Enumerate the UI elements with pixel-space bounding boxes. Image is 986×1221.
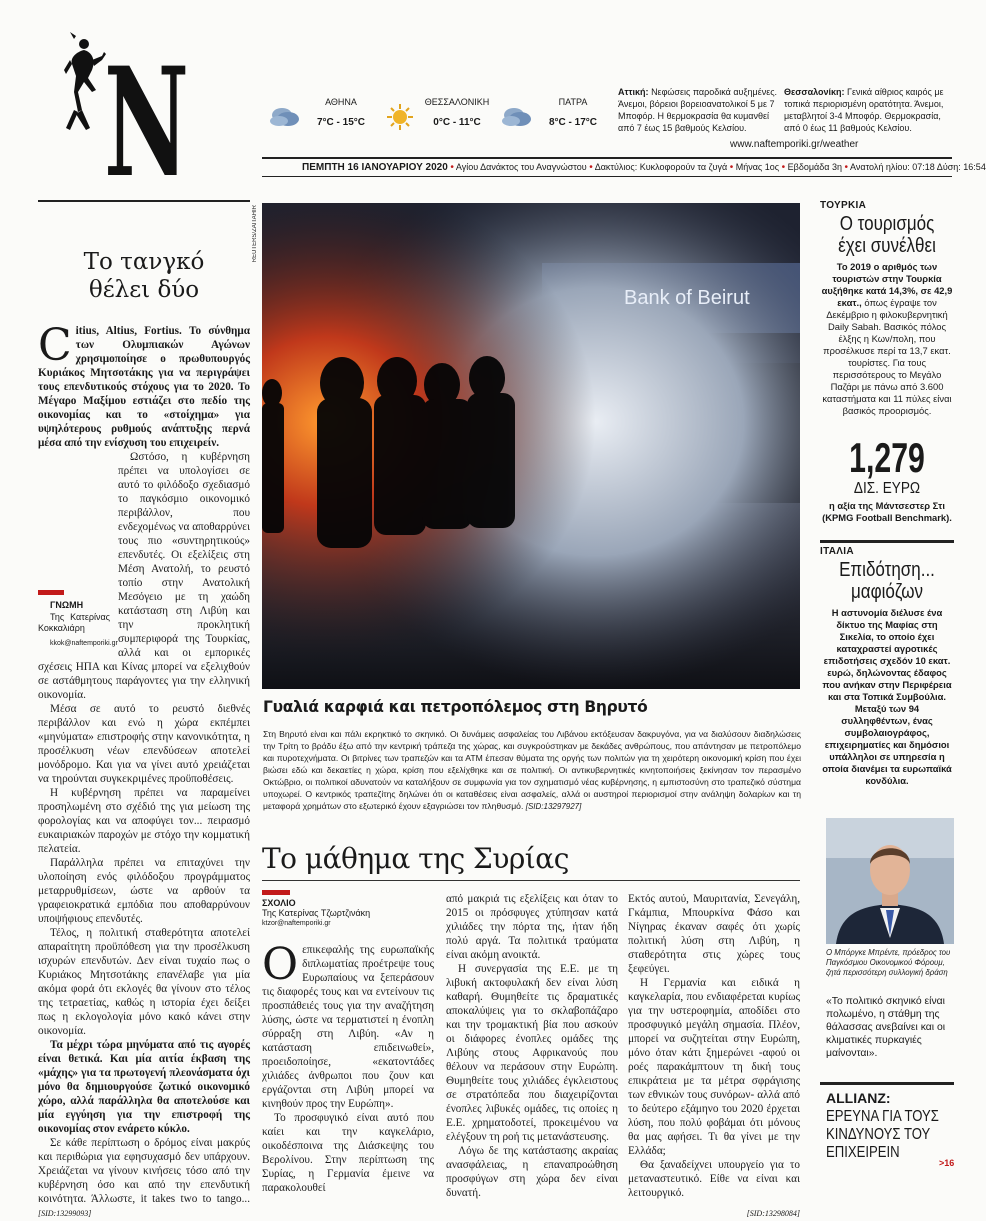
opinion-p7: Τα μέχρι τώρα μηνύματα από τις αγορές είναι θετικά. Και μία αιτία έκβαση της «μάχης» για τα πρωτογενή πλεονάσματα όχι μόνο θα δημιουργούσε ζωτικό οικονομικό χώρο, αλλά παράλληλα θα αποτελούσε και μία εγγύηση για την επιστροφή της οικονομίας στον ενάρετο κύκλο.	[38, 1039, 250, 1135]
syria-col-1	[262, 890, 434, 1195]
syria-p3b: Η Γερμανία και ειδικά η καγκελαρία, που ενδιαφέρεται κυρίως για την υστεροφημία, αποδίδει στο προσφυγικό μεγάλη σημασία. Πλέον, μπορεί να συζητείται στην Ευρώπη, μόνο όταν κάτι ξημερώνει -αφού οι ροές παρακάμπτουν τη δική τους επικράτεια με τα μέτρα σφράγισης των εθνικών τους συνόρων- αλλά από το δεύτερο εξάμηνο του 2020 έρχεται λύση, που πολύ φοβάμαι ότι μόνους θα μας αφήσει. Τι θα γίνει με την Ελλάδα;	[628, 977, 800, 1157]
opinion-title-line1: Το τανγκό	[83, 249, 205, 275]
opinion-p4: Η κυβέρνηση πρέπει να παραμείνει προσηλωμένη στο σχέδιό της για μείωση της φορολογίας και να αποφύγει τον... πειρασμό ευκαιριακών παροχών με στόχο την κομματική πελατεία.	[38, 787, 250, 855]
weather-thess-note	[784, 86, 954, 134]
byline-kind: ΓΝΩΜΗ	[50, 600, 84, 610]
opinion-p5: Παράλληλα πρέπει να επιταχύνει την υλοποίηση ενός φιλόδοξου προγράμματος μεταρρυθμίσεων, ώστε να αρθούν τα γραφειοκρατικά εμπόδια που αποθαρρύνουν υποψήφιους επενδυτές.	[38, 857, 250, 925]
syria-byline-kind: ΣΧΟΛΙΟ	[262, 898, 296, 908]
cloud-icon	[268, 103, 300, 131]
weather-thess-text: Γενικά αίθριος καιρός με τοπικά περιορισμένη ορατότητα. Άνεμοι, μεταβλητοί 3-4 Μποφόρ. Θερμοκρασία, από 0 έως 11 βαθμούς Κελσίου.	[784, 87, 944, 133]
weather-thess-label: Θεσσαλονίκη:	[784, 87, 845, 97]
italy-kicker: ΙΤΑΛΙΑ	[820, 546, 854, 557]
turkey-text-bold: Το 2019 ο αριθμός των τουριστών στην Τουρκία αυξήθηκε κατά 14,3%, σε 42,9 εκατ.,	[821, 261, 953, 308]
syria-p3c: Θα ξαναδείχνει υπουργείο για το μεταναστευτικό. Είθε να είναι και λειτουργικό.	[628, 1159, 800, 1199]
hermes-logo-icon	[62, 30, 110, 140]
opinion-title	[38, 248, 250, 304]
turkey-headline: Ο τουρισμός έχει συνέλθει	[838, 213, 936, 257]
stat-unit: ΔΙΣ. ΕΥΡΩ	[853, 480, 921, 497]
syria-p3: Εκτός αυτού, Μαυριτανία, Σενεγάλη, Γκάμπια, Μπουρκίνα Φάσο και Νίγηρας έκαναν σαφές ότι χωρίς πολιτική λύση στη Λιβύη, η σταθερότητα στις χώρες τους ξεφεύγει.	[628, 893, 800, 975]
syria-sid: [SID:13298084]	[746, 1209, 800, 1218]
opinion-column	[38, 200, 250, 1221]
opinion-byline	[38, 590, 118, 651]
weather-strip	[262, 95, 612, 140]
syria-p1-text: επικεφαλής της ευρωπαϊκής διπλωματίας προέτρεψε τους Ευρωπαίους να ξεπεράσουν τις διαφορές τους και να εντείνουν τις προσπάθειές τους για την αναζήτηση λύσης, ώστε να τερματιστεί η ένοπλη σύρραξη στη Λιβύη. «Αν η κατάσταση επιδεινωθεί», προειδοποίησε, «εκατοντάδες χιλιάδες άνθρωποι που ζουν και εργάζονται στη Λιβύη μπορεί να κινηθούν προς την Ευρώπη».	[262, 944, 434, 1110]
beirut-protest-photo	[262, 203, 800, 689]
weather-attica-note	[618, 86, 778, 134]
stat-desc: η αξία της Μάντσεστερ Στι (KPMG Football Benchmark).	[822, 500, 952, 523]
page-reference[interactable]: >16	[939, 1158, 955, 1168]
turkey-text-body: όπως έγραψε τον Δεκέμβριο η φιλοκυβερνητική Daily Sabah. Βασικός πόλος έλξης η Κων/πολη, που προσέλκυσε περί τα 13,7 εκατ. τουρίστες. Για τους περισσότερους το Μεγάλο Παζάρι με πάνω από 3.600 καταστήματα και 11 πύλες είναι βασικός προορισμός.	[822, 297, 952, 416]
pull-quote: «Το πολιτικό σκηνικό είναι πολωμένο, η στάθμη της θάλασσας ανεβαίνει και οι κλιματικές πυρκαγιές μαίνονται».	[826, 996, 946, 1059]
turkey-brief	[820, 200, 954, 417]
syria-p2b: Η συνεργασία της Ε.Ε. με τη λιβυκή ακτοφυλακή δεν είναι λύση καθαρή. Θυμηθείτε τις δραματικές αποκαλύψεις για το σκλαβοπάζαρο και την τρομακτική βία που ασκούν οι διάφορες ένοπλες ομάδες της Λιβύης στους Αφρικανούς που θέλουν να περάσουν στην Ευρώπη. Θυμηθείτε τους χιλιάδες έγκλειστους σε στρατόπεδα που διαχειρίζονται ένοπλες λιβυκές ομάδες, τις οποίες η Ε.Ε. χρηματοδοτεί, προκειμένου να ελέγξουν τη ροή τις μετανάστευσης.	[446, 963, 618, 1143]
photo-caption-text: Στη Βηρυτό είναι και πάλι εκρηκτικό το σκηνικό. Οι δυνάμεις ασφαλείας του Λιβάνου εκτόξευσαν δακρυγόνα, για να διαλύσουν διαδηλώσεις την Τρίτη το βράδυ έξω από την κεντρική τράπεζα της χώρας, και συγκρούστηκαν με δεκάδες ανθρώπους, που απάντησαν με πετροπόλεμο και πυροτεχνήματα. Οι βιτρίνες των τραπεζών και τα ΑΤΜ έπεσαν θύματα της οργής των πολιτών για τη χειρότερη οικονομική κρίση που έχει βιώσει εδώ και δεκαετίες η χώρα, κρίση που εξελίχθηκε και σε πολιτική. Οι αντικυβερνητικές κινητοποιήσεις ξεκίνησαν τον περασμένο Οκτώβριο, οι πολιτικοί αδυνατούν να καταλήξουν σε συμφωνία για τον σχηματισμό νέας κυβέρνησης, η εμπιστοσύνη στο τραπεζικό σύστημα υποχωρεί. Ο κεντρικός τραπεζίτης δηλώνει ότι οι καταθέσεις είναι ασφαλείς, αλλά οι αυστηροί περιορισμοί στην ανάληψη δολαρίων και τη μεταφορά χρημάτων στο εξωτερικό έχουν εξαγριώσει τον πληθυσμό.	[263, 729, 801, 811]
byline-email[interactable]: kkok@naftemporiki.gr	[50, 640, 118, 647]
syria-col-2	[446, 892, 618, 1200]
borge-brende-portrait	[826, 818, 954, 944]
syria-rule	[262, 880, 800, 881]
opinion-title-line2: θέλει δύο	[88, 277, 200, 303]
city-name: ΠΑΤΡΑ	[558, 97, 588, 107]
opinion-p8	[38, 1136, 250, 1221]
weather-attica-label: Αττική:	[618, 87, 649, 97]
photo-headline: Γυαλιά καρφιά και πετροπόλεμος στη Βηρυτό	[263, 698, 648, 716]
turkey-kicker: ΤΟΥΡΚΙΑ	[820, 200, 867, 211]
italy-text: Η αστυνομία διέλυσε ένα δίκτυο της Μαφίας στη Σικελία, το οποίο έχει καταχραστεί αγροτικές επιδοτήσεις σχεδόν 10 εκατ. ευρώ, δηλώνοντας έδαφος που ανήκαν στην Περιφέρεια και στα Τοπικά Συμβούλια. Μεταξύ των 94 συλληφθέντων, ένας συμβολαιογράφος, επιχειρηματίες και δημόσιοι υπάλληλοι σε υπηρεσία η οποία διανέμει τα ευρωπαϊκά κονδύλια.	[822, 607, 952, 786]
photo-caption	[263, 728, 801, 813]
opinion-p2	[38, 450, 250, 702]
city-temp: 8°C - 17°C	[548, 117, 597, 128]
turkey-text	[820, 261, 954, 417]
dateline: ΠΕΜΠΤΗ 16 ΙΑΝΟΥΑΡΙΟΥ 2020 • Αγίου Δανάκτος του Αναγνώστου • Δακτύλιος: Κυκλοφορούν τα ζυγά • Μήνας 1ος • Εβδομάδα 3η • Ανατολή ηλίου: 07:18 Δύση: 16:54	[262, 157, 952, 177]
byline-accent	[38, 590, 64, 595]
week-text: Εβδομάδα 3η	[787, 162, 842, 172]
syria-title: Το μάθημα της Συρίας	[262, 842, 569, 875]
italy-brief	[820, 540, 954, 787]
allianz-kicker: ALLIANZ:	[826, 1090, 891, 1106]
weather-patra	[494, 95, 610, 140]
syria-byline-email[interactable]: ktzor@naftemporiki.gr	[262, 920, 331, 927]
city-temp: 0°C - 11°C	[433, 117, 481, 128]
opinion-p2-text: Ωστόσο, η κυβέρνηση πρέπει να υπολογίσει σε αυτό το φιλόδοξο σχεδιασμό το παγκόσμιο οικονομικό περιβάλλον, που ενδεχομένως να αποθαρρύνει τους πιο «συντηρητικούς» επενδυτές. Οι εξελίξεις στη Μέση Ανατολή, το ρευστό τοπίο στην Ανατολική Μεσόγειο με τη χαώδη κατάσταση στη Λιβύη και την προκλητική συμπεριφορά της Τουρκίας, αλλά και οι εμπορικές σχέσεις ΗΠΑ και Κίνας μπορεί να εξελιχθούν σε αστάθμητους παράγοντες για την ελληνική οικονομία.	[38, 451, 250, 701]
syria-p1	[262, 939, 434, 1111]
bank-sign-text: Bank of Beirut	[624, 287, 750, 309]
syria-p1b: Το προσφυγικό είναι αυτό που καίει και την καγκελάριο, οικοδέσποινα της Διάσκεψης του Βερολίνου. Στην περίπτωση της Συρίας, η Γερμανία έμεινε να παρακολουθεί	[262, 1112, 434, 1194]
weather-thessaloniki	[378, 95, 494, 140]
city-name: ΘΕΣΣΑΛΟΝΙΚΗ	[424, 97, 490, 107]
syria-p2: από μακριά τις εξελίξεις και όταν το 2015 οι πρόσφυγες χτύπησαν κατά χιλιάδες την πόρτα της, ήταν ήδη πολύ αργά. Τα πολιτικά τραύματα είναι ακόμη ανοικτά.	[446, 893, 618, 961]
weather-link[interactable]: www.naftemporiki.gr/weather	[730, 139, 859, 150]
opinion-p6: Τέλος, η πολιτική σταθερότητα αποτελεί απαραίτητη προϋπόθεση για την προσέλκυση ισχυρών επενδυτών. Δεν είναι τυχαίο πως ο Κυριάκος Μητσοτάκης επανέλαβε για μία ακόμα φορά ότι εκλογές θα γίνουν στο τέλος της τετραετίας, καθώς η ιστορία έχει δείξει πως η εκλογολογία μόνο κακό κάνει στην οικονομία.	[38, 927, 250, 1037]
stat-value: 1,279	[849, 434, 925, 481]
column-rule	[38, 200, 250, 202]
byline-author: Της Κατερίνας Κοκκαλιάρη	[38, 612, 110, 633]
opinion-body	[38, 320, 250, 1221]
syria-byline-accent	[262, 890, 290, 895]
weather-attica-text: Νεφώσεις παροδικά αυξημένες. Άνεμοι, βόρειοι βορειοανατολικοί 5 με 7 Μποφόρ. Η θερμοκρασία θα κυμανθεί από 7 έως 15 βαθμούς Κελσίου.	[618, 87, 778, 133]
syria-p2c: Λόγω δε της κατάστασης ακραίας ανασφάλειας, η επαναπροώθηση προσφύγων στη χώρα δεν είναι δυνατή.	[446, 1145, 618, 1199]
opinion-p1-text: itius, Altius, Fortius. Το σύνθημα των Ολυμπιακών Αγώνων χρησιμοποίησε ο πρωθυπουργός Κυριάκος Μητσοτάκης για να περιγράψει τους επενδυτικούς στόχους για το 2020. Το Μέγαρο Μαξίμου εστιάζει στο πεδίο της οικονομίας και το «στοίχημα» για υψηλότερους ρυθμούς ανάπτυξης περνά μέσα από την ενίσχυση του επιχειρείν.	[38, 325, 250, 449]
city-name: ΑΘΗΝΑ	[325, 97, 357, 107]
opinion-p3: Μέσα σε αυτό το ρευστό διεθνές περιβάλλον και ενώ η χώρα εκπέμπει «μηνύματα» επιστροφής στην κανονικότητα, η προσέλκυση νέων επενδύσεων αποτελεί μονόδρομο. Και για να γίνει αυτό χρειάζεται να τηρούνται συγκεκριμένες προϋποθέσεις.	[38, 703, 250, 785]
saint-text: Αγίου Δανάκτος του Αναγνώστου	[455, 162, 587, 172]
masthead-logo-letter: N	[104, 35, 187, 211]
portrait-caption: Ο Μπόργκε Μπρέντε, πρόεδρος του Παγκόσμιου Οικονομικού Φόρουμ, ζητά περισσότερη συλλογική δράση	[826, 948, 951, 977]
allianz-headline: ΕΡΕΥΝΑ ΓΙΑ ΤΟΥΣ ΚΙΝΔΥΝΟΥΣ ΤΟΥ ΕΠΙΧΕΙΡΕΙΝ	[826, 1108, 939, 1161]
date-text: ΠΕΜΠΤΗ 16 ΙΑΝΟΥΑΡΙΟΥ 2020	[302, 162, 448, 173]
opinion-dropcap: C	[38, 320, 72, 371]
syria-dropcap: Ο	[262, 939, 299, 990]
cloud-icon	[500, 103, 532, 131]
opinion-p1	[38, 320, 250, 450]
sun-text: Ανατολή ηλίου: 07:18 Δύση: 16:54	[850, 162, 986, 172]
opinion-sid: [SID:13299093]	[38, 1209, 92, 1218]
opinion-p8-text: Σε κάθε περίπτωση ο δρόμος είναι μακρύς και περιθώρια για εφησυχασμό δεν υπάρχουν. Χρειάζεται να γίνουν κινήσεις τόσο από την κυβέρνηση όσο και από την επενδυτική κοινότητα. Άλλωστε, it takes two to tango...	[38, 1137, 250, 1205]
sun-icon	[384, 103, 416, 131]
syria-col-1-text	[262, 939, 434, 1195]
syria-col-3	[628, 892, 800, 1221]
photo-caption-sid: [SID:13297927]	[525, 802, 582, 811]
ring-text: Δακτύλιος: Κυκλοφορούν τα ζυγά	[594, 162, 728, 172]
city-temp: 7°C - 15°C	[316, 117, 365, 128]
weather-athens	[262, 95, 378, 140]
month-text: Μήνας 1ος	[735, 162, 780, 172]
syria-byline	[262, 890, 434, 927]
syria-byline-author: Της Κατερίνας Τζωρτζινάκη	[262, 908, 371, 918]
stat-box	[820, 436, 954, 524]
syria-sid-row	[628, 1206, 800, 1221]
allianz-rule	[820, 1082, 954, 1085]
italy-headline: Επιδότηση... μαφιόζων	[839, 559, 935, 603]
photo-credit: REUTERS/ZAITAHIR	[252, 205, 258, 263]
